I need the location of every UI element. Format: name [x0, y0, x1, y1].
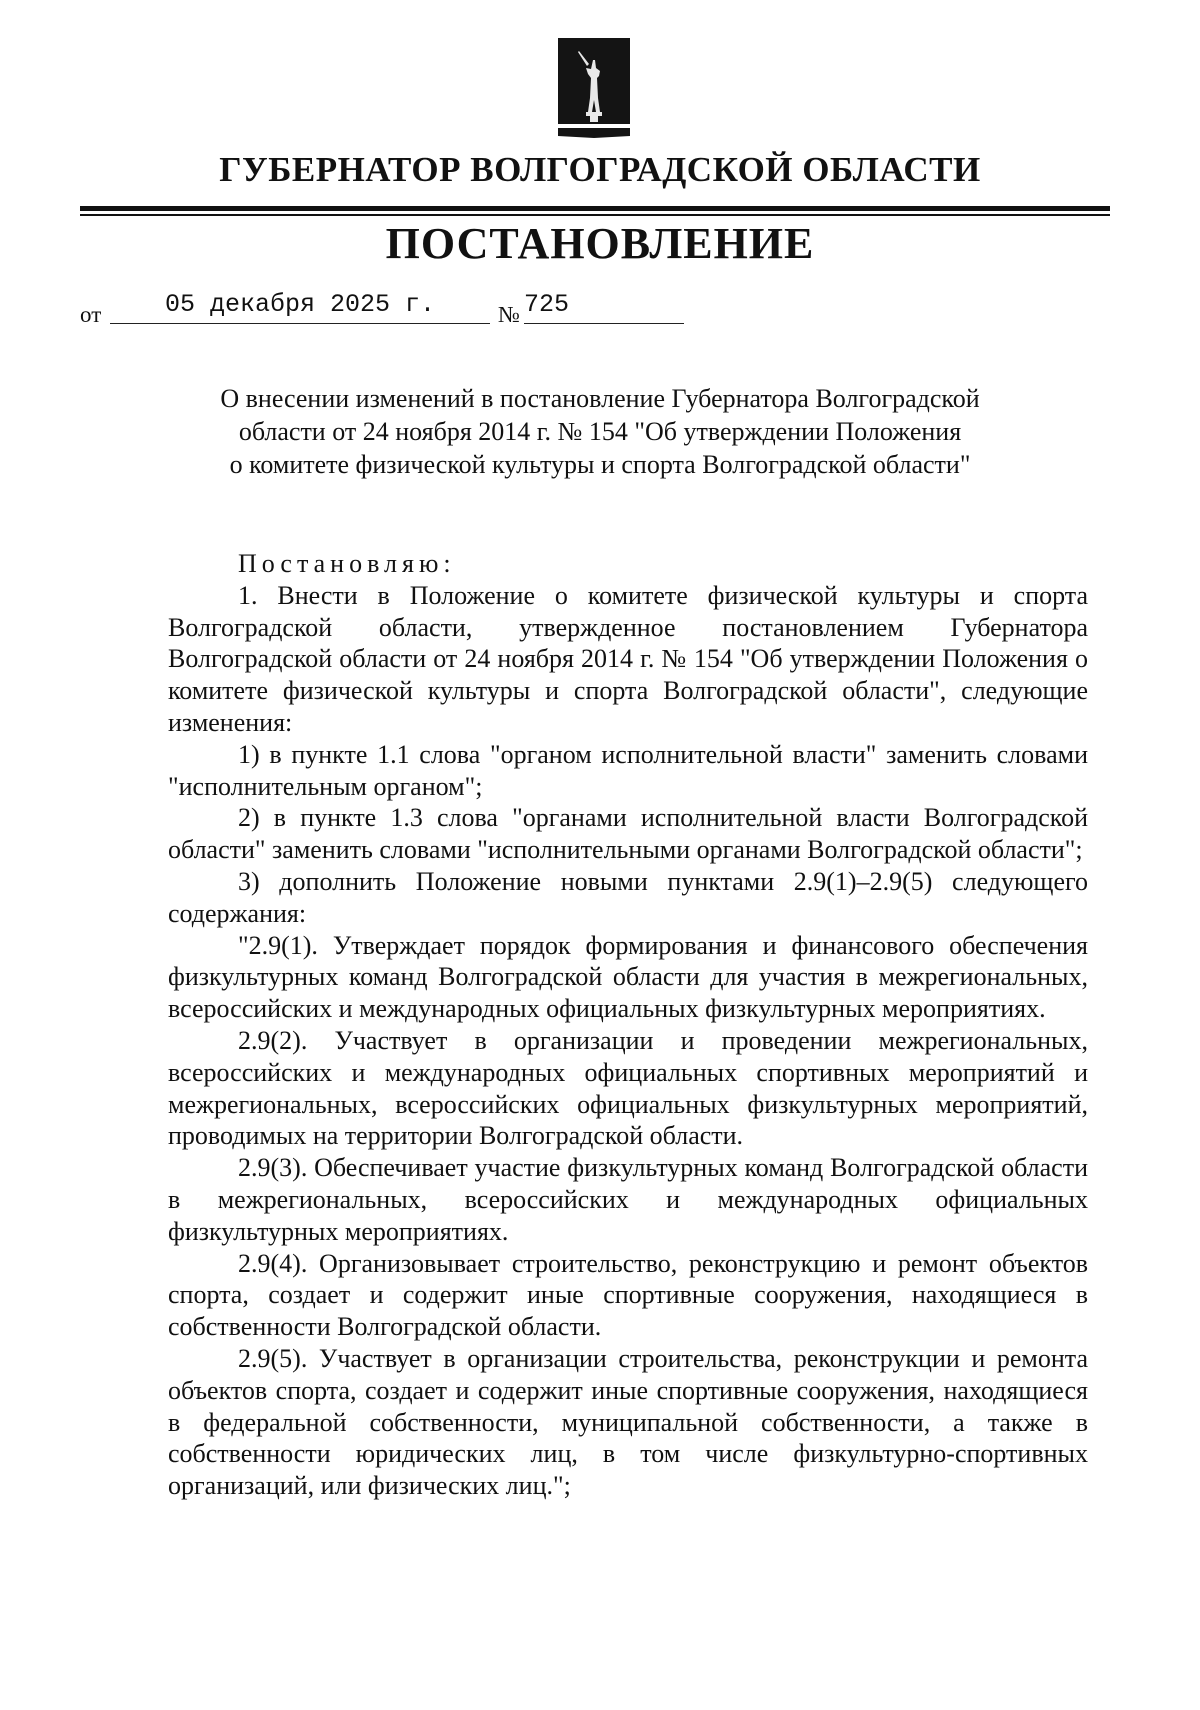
date-label: от	[80, 302, 102, 327]
header-divider-thick	[80, 206, 1110, 211]
paragraph: 1) в пункте 1.1 слова "органом исполнительной власти" заменить словами "исполнительным органом";	[168, 739, 1088, 801]
paragraph: 2) в пункте 1.3 слова "органами исполнительной власти Волгоградской области" заменить словами "исполнительными органами Волгоградской области";	[168, 803, 1088, 865]
header-divider-thin	[80, 214, 1110, 216]
paragraph: "2.9(1). Утверждает порядок формирования и финансового обеспечения физкультурных команд Волгоградской области для участия в межрегиональных, всероссийских и международных официальных физкультурных мероприятиях.	[168, 930, 1088, 1024]
number-label: №	[498, 302, 520, 327]
decree-word: Постановляю:	[238, 549, 456, 578]
paragraph: 3) дополнить Положение новыми пунктами 2.9(1)–2.9(5) следующего содержания:	[168, 866, 1088, 928]
number-value: 725	[524, 290, 570, 319]
subject-line: области от 24 ноября 2014 г. № 154 "Об утверждении Положения	[238, 417, 962, 446]
document-type-title: ПОСТАНОВЛЕНИЕ	[385, 219, 815, 268]
paragraph: 2.9(3). Обеспечивает участие физкультурных команд Волгоградской области в межрегиональных, всероссийских и международных официальных физкультурных мероприятиях.	[168, 1153, 1088, 1246]
paragraph: 1. Внести в Положение о комитете физической культуры и спорта Волгоградской области, утвержденное постановлением Губернатора Волгоградской области от 24 ноября 2014 г. № 154 "Об утверждении Положения о комитете физической культуры и спорта Волгоградской области", следующие изменения:	[168, 580, 1088, 737]
paragraph: 2.9(2). Участвует в организации и проведении межрегиональных, всероссийских и международных официальных спортивных мероприятий и межрегиональных, всероссийских официальных физкультурных мероприятий, проводимых на территории Волгоградской области.	[168, 1025, 1088, 1151]
subject-line: О внесении изменений в постановление Губернатора Волгоградской	[220, 384, 980, 413]
subject-line: о комитете физической культуры и спорта Волгоградской области"	[229, 450, 971, 479]
organization-title: ГУБЕРНАТОР ВОЛГОГРАДСКОЙ ОБЛАСТИ	[219, 150, 981, 189]
coat-of-arms-icon	[556, 38, 632, 138]
number-underline	[524, 323, 684, 324]
paragraph: 2.9(4). Организовывает строительство, реконструкцию и ремонт объектов спорта, создает и содержит иные спортивные сооружения, находящиеся в собственности Волгоградской области.	[168, 1248, 1088, 1342]
document-subject	[0, 382, 1200, 481]
date-underline	[110, 323, 490, 324]
paragraph: 2.9(5). Участвует в организации строительства, реконструкции и ремонта объектов спорта, создает и содержит иные спортивные сооружения, находящиеся в федеральной собственности, муниципальной собственности, а также в собственности юридических лиц, в том числе физкультурно-спортивных организаций, или физических лиц.";	[168, 1343, 1088, 1501]
document-body	[168, 548, 1088, 1502]
date-value: 05 декабря 2025 г.	[164, 290, 436, 319]
